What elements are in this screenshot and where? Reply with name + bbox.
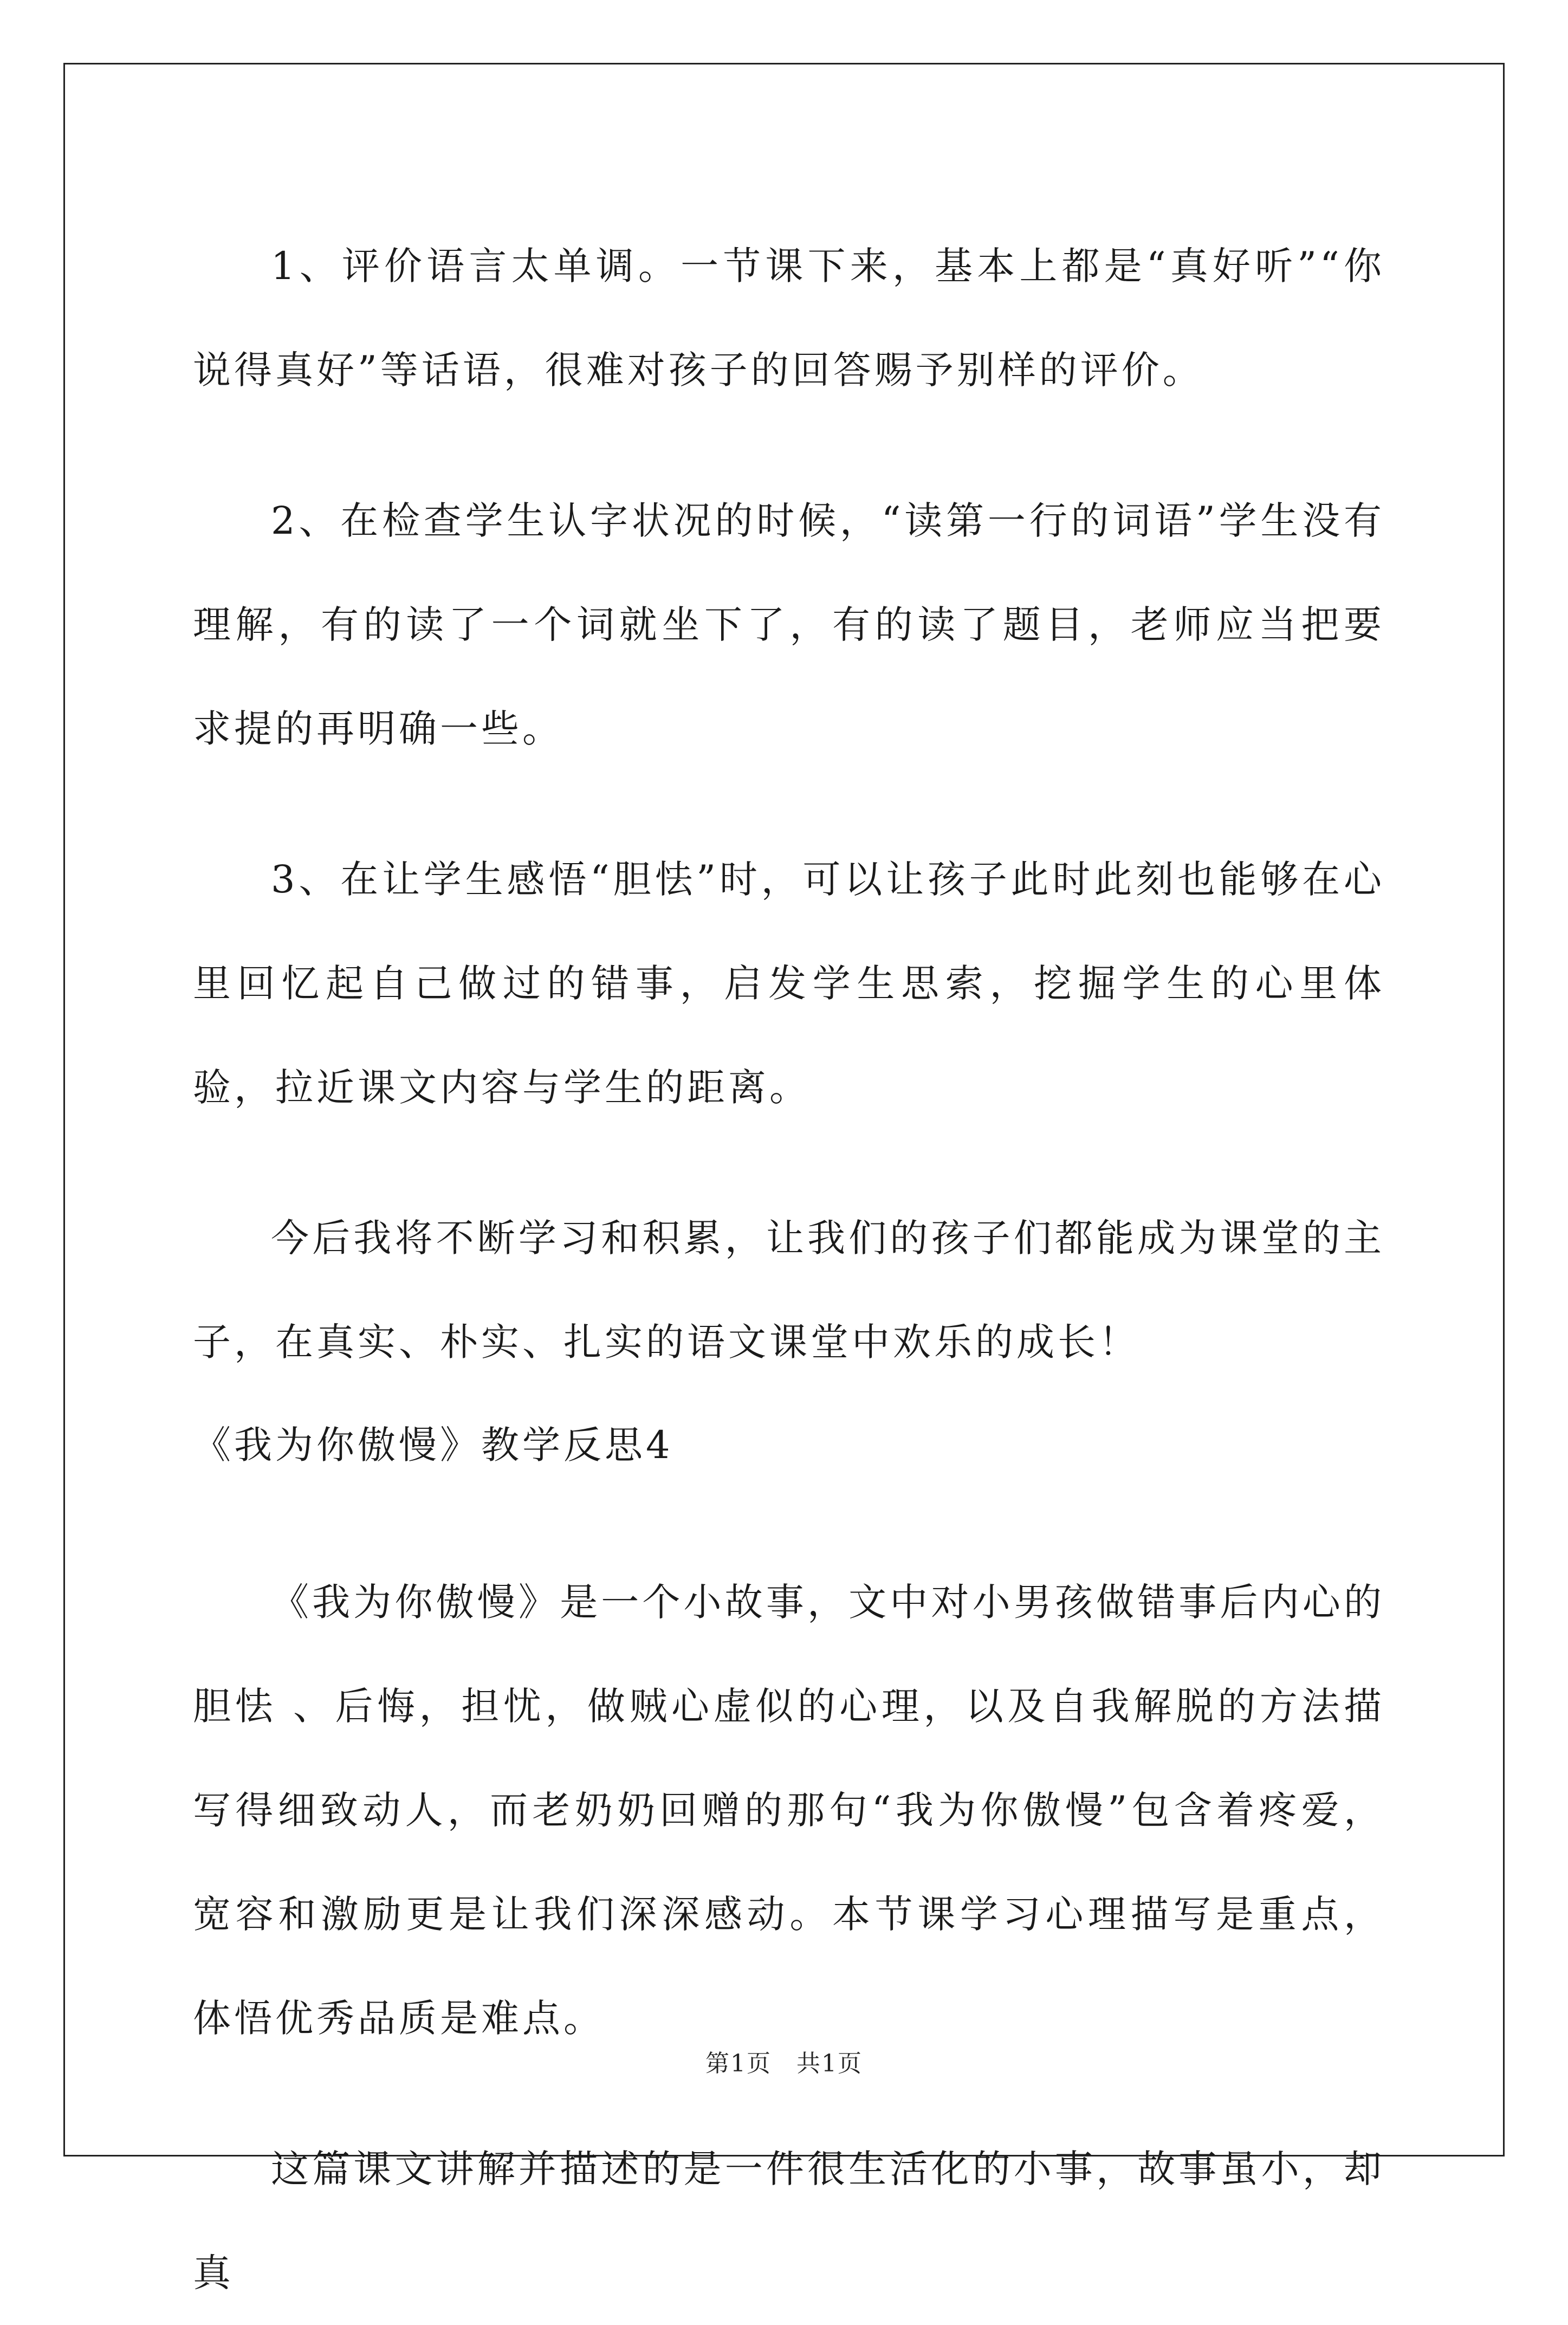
- section-heading: 《我为你傲慢》教学反思4: [193, 1423, 673, 1467]
- paragraph: 《我为你傲慢》是一个小故事，文中对小男孩做错事后内心的胆怯 、后悔，担忧，做贼心虚似的心理，以及自我解脱的方法描写得细致动人，而老奶奶回赠的那句“我为你傲慢”包含着疼爱，宽容和激励更是让我们深深感动。本节课学习心理描写是重点，体悟优秀品质是难点。: [193, 1580, 1385, 2041]
- paragraph: 2、在检查学生认字状况的时候，“读第一行的词语”学生没有理解，有的读了一个词就坐下了，有的读了题目，老师应当把要求提的再明确一些。: [193, 498, 1385, 751]
- paragraph: 这篇课文讲解并描述的是一件很生活化的小事，故事虽小，却真: [193, 2147, 1385, 2295]
- paragraph: 3、在让学生感悟“胆怯”时，可以让孩子此时此刻也能够在心里回忆起自己做过的错事，启发学生思索，挖掘学生的心里体验，拉近课文内容与学生的距离。: [193, 857, 1385, 1110]
- page-number-footer: 第1页 共1页: [705, 2050, 863, 2077]
- paragraph: 今后我将不断学习和积累，让我们的孩子们都能成为课堂的主子，在真实、朴实、扎实的语文课堂中欢乐的成长！: [193, 1216, 1385, 1364]
- document-body: [193, 214, 1385, 2325]
- paragraph: 1、评价语言太单调。一节课下来，基本上都是“真好听”“你说得真好”等话语，很难对孩子的回答赐予别样的评价。: [193, 244, 1385, 392]
